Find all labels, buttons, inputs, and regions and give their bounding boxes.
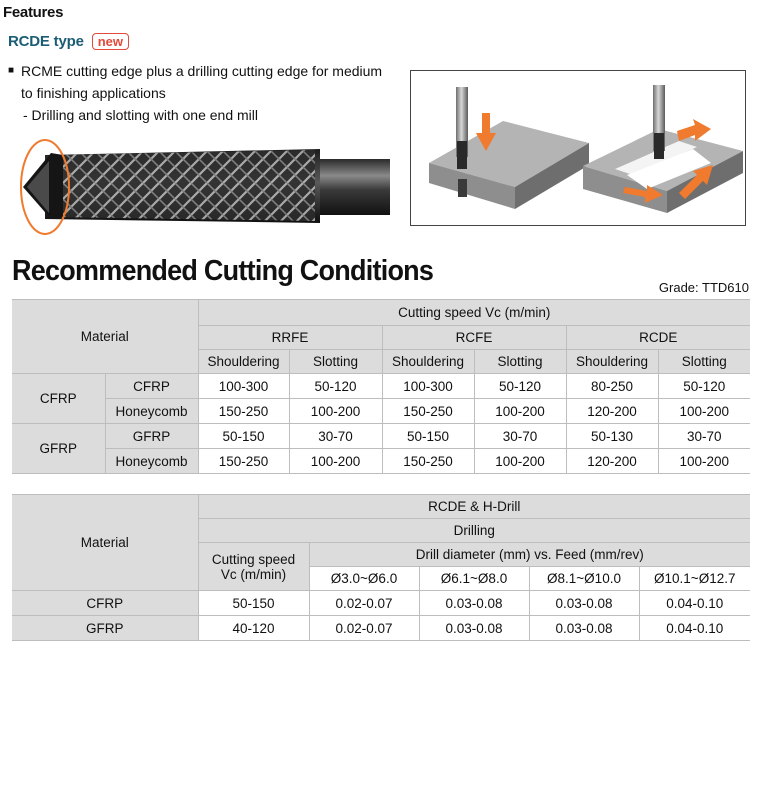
feature-bullet <box>8 60 382 82</box>
left-arrow-icon <box>677 119 711 141</box>
square-bullet-icon: ■ <box>8 65 15 76</box>
feed-cell: 0.03-0.08 <box>419 591 529 616</box>
table-row <box>12 399 750 424</box>
feed-cell: 0.03-0.08 <box>529 591 639 616</box>
table-cell: 80-250 <box>566 374 658 399</box>
table-cell: 150-250 <box>198 399 289 424</box>
operation-header: Slotting <box>474 350 566 374</box>
type-title-row <box>8 31 129 51</box>
tool-header: RCDE & H-Drill <box>198 495 750 519</box>
table-cell: 50-120 <box>658 374 750 399</box>
table-cell: 50-150 <box>382 424 474 449</box>
table-cell: 120-200 <box>566 449 658 474</box>
table-cell: 150-250 <box>382 449 474 474</box>
material-group: CFRP <box>12 374 105 424</box>
operation-header: Shouldering <box>198 350 289 374</box>
table-cell: 100-200 <box>474 399 566 424</box>
material-header: Material <box>12 495 198 591</box>
tool-column-header: RCDE <box>566 326 750 350</box>
table-cell: 30-70 <box>289 424 382 449</box>
table-row <box>12 449 750 474</box>
material-subtype: Honeycomb <box>105 449 198 474</box>
table-cell: 30-70 <box>474 424 566 449</box>
feed-cell: 0.02-0.07 <box>309 616 419 641</box>
table-cell: 100-300 <box>382 374 474 399</box>
workpiece-diagram <box>411 71 745 225</box>
drilling-feed-table <box>12 494 750 641</box>
feed-cell: 0.03-0.08 <box>529 616 639 641</box>
table-row <box>12 424 750 449</box>
table-row <box>12 591 750 616</box>
material-subtype: CFRP <box>105 374 198 399</box>
bullet-text-line2: to finishing applications <box>21 85 166 101</box>
feed-header: Drill diameter (mm) vs. Feed (mm/rev) <box>309 543 750 567</box>
diameter-header: Ø3.0~Ø6.0 <box>309 567 419 591</box>
table-cell: 100-200 <box>289 449 382 474</box>
table-cell: 30-70 <box>658 424 750 449</box>
diameter-header: Ø6.1~Ø8.0 <box>419 567 529 591</box>
speed-cell: 50-150 <box>198 591 309 616</box>
table-cell: 120-200 <box>566 399 658 424</box>
cutting-speed-header: Cutting speed Vc (m/min) <box>198 300 750 326</box>
drilling-slotting-diagram <box>410 70 746 226</box>
table-cell: 50-120 <box>289 374 382 399</box>
table-cell: 150-250 <box>198 449 289 474</box>
table-row <box>12 374 750 399</box>
cutting-speed-header <box>198 543 309 591</box>
feed-cell: 0.04-0.10 <box>639 591 750 616</box>
feature-bullets <box>8 60 382 126</box>
bullet-sub-item: - Drilling and slotting with one end mill <box>23 107 258 123</box>
feed-cell: 0.02-0.07 <box>309 591 419 616</box>
material-subtype: GFRP <box>105 424 198 449</box>
cutting-speed-line1: Cutting speed <box>211 551 296 567</box>
material-subtype: Honeycomb <box>105 399 198 424</box>
table-cell: 150-250 <box>382 399 474 424</box>
feed-cell: 0.04-0.10 <box>639 616 750 641</box>
table-cell: 50-150 <box>198 424 289 449</box>
cutting-speed-line2: Vc (m/min) <box>220 566 287 582</box>
table-cell: 100-200 <box>658 399 750 424</box>
type-title: RCDE type <box>8 32 84 50</box>
material-name: GFRP <box>12 616 198 641</box>
operation-header: Shouldering <box>566 350 658 374</box>
material-header: Material <box>12 300 198 374</box>
cutting-speed-table <box>12 299 750 474</box>
bullet-text-line1: RCME cutting edge plus a drilling cutting edge for medium <box>21 63 383 79</box>
operation-header: Shouldering <box>382 350 474 374</box>
diameter-header: Ø10.1~Ø12.7 <box>639 567 750 591</box>
table-cell: 50-130 <box>566 424 658 449</box>
material-group: GFRP <box>12 424 105 474</box>
end-mill-image <box>15 135 390 235</box>
table-cell: 100-200 <box>289 399 382 424</box>
operation-header: Slotting <box>658 350 750 374</box>
features-heading: Features <box>3 4 64 21</box>
table-row <box>12 616 750 641</box>
speed-cell: 40-120 <box>198 616 309 641</box>
new-badge: new <box>92 33 129 50</box>
material-name: CFRP <box>12 591 198 616</box>
feed-cell: 0.03-0.08 <box>419 616 529 641</box>
table-cell: 100-200 <box>474 449 566 474</box>
section-title: Recommended Cutting Conditions <box>12 255 434 287</box>
operation-header: Slotting <box>289 350 382 374</box>
table-cell: 50-120 <box>474 374 566 399</box>
tool-column-header: RCFE <box>382 326 566 350</box>
tool-column-header: RRFE <box>198 326 382 350</box>
diameter-header: Ø8.1~Ø10.0 <box>529 567 639 591</box>
table-cell: 100-200 <box>658 449 750 474</box>
table-cell: 100-300 <box>198 374 289 399</box>
grade-label: Grade: TTD610 <box>658 280 749 295</box>
drilling-header: Drilling <box>198 519 750 543</box>
